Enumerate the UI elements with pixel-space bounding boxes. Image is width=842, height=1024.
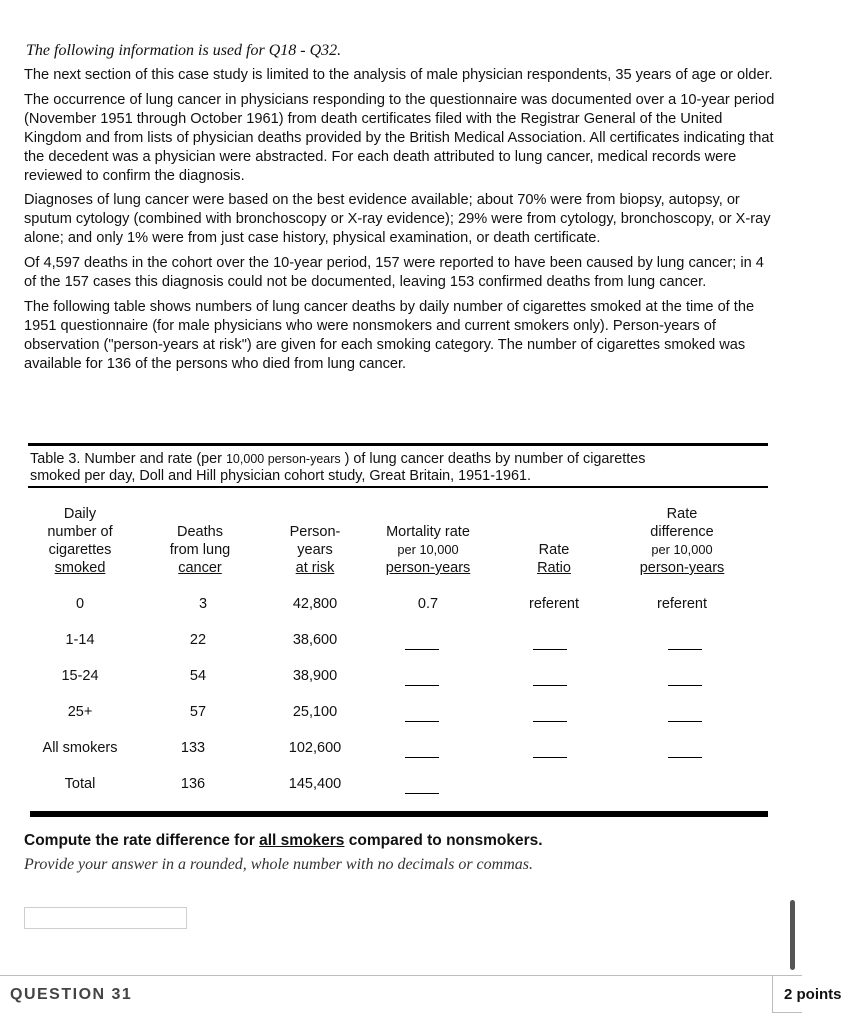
answer-input[interactable] <box>24 907 187 929</box>
blank-rate-ratio <box>533 685 567 686</box>
table-cell-deaths: 22 <box>189 632 207 648</box>
table-cell-rate-difference: referent <box>657 596 707 612</box>
blank-rate-ratio <box>533 649 567 650</box>
paragraph: Diagnoses of lung cancer were based on the best evidence available; about 70% were from biopsy, autopsy, or sputum cytology (combined with bronchoscopy or X-ray evidence); 29% were from cytology, bronchoscopy, or X-ray alone; and only 1% were from just case history, physical examination, or death certificate. <box>24 192 771 247</box>
blank-rate-ratio <box>533 757 567 758</box>
paragraph: Of 4,597 deaths in the cohort over the 10-year period, 157 were reported to have been caused by lung cancer; in 4 of the 157 cases this diagnosis could not be documented, leaving 153 confirmed deaths from lung cancer. <box>24 255 764 291</box>
table-cell-deaths: 3 <box>198 596 208 612</box>
blank-rate-difference <box>668 721 702 722</box>
scrollbar[interactable] <box>790 900 795 970</box>
answer-instruction: Provide your answer in a rounded, whole number with no decimals or commas. <box>24 856 533 873</box>
blank-rate-difference <box>668 685 702 686</box>
question-divider <box>0 975 802 976</box>
table-cell-person-years: 42,800 <box>292 596 338 612</box>
intro-text: The following information is used for Q18 - Q32. <box>26 42 342 59</box>
table-cell-deaths: 57 <box>189 704 207 720</box>
blank-mortality-rate <box>405 721 439 722</box>
case-study-text <box>24 66 780 380</box>
table-caption: Table 3. Number and rate (per 10,000 person-years ) of lung cancer deaths by number of cigarettes smoked per day, Doll and Hill physician cohort study, Great Britain, 1951-1961. <box>30 451 646 484</box>
table-cell-cigarettes: Total <box>64 776 96 792</box>
table-cell-cigarettes: 15-24 <box>61 668 99 684</box>
table-cell-cigarettes: 1-14 <box>65 632 95 648</box>
table-cell-person-years: 25,100 <box>292 704 338 720</box>
question-number: QUESTION 31 <box>10 986 133 1003</box>
points-badge: 2 points <box>772 975 802 1013</box>
table-cell-person-years: 38,600 <box>292 632 338 648</box>
paragraph: The next section of this case study is limited to the analysis of male physician respondents, 35 years of age or older. <box>24 67 773 83</box>
paragraph: The following table shows numbers of lung cancer deaths by daily number of cigarettes smoked at the time of the 1951 questionnaire (for male physicians who were nonsmokers and current smokers only). Person-years of observation ("person-years at risk") are given for each smoking category. The number of cigarettes smoked was available for 136 of the persons who died from lung cancer. <box>24 298 755 372</box>
paragraph: The occurrence of lung cancer in physicians responding to the questionnaire was documented over a 10-year period (November 1951 through October 1961) from death certificates filed with the Registrar General of the United Kingdom and from lists of physician deaths provided by the British Medical Association. All certificates indicating that the decedent was a physician were abstracted. For each death attributed to lung cancer, medical records were reviewed to confirm the diagnosis. <box>24 91 775 184</box>
table-cell-cigarettes: 25+ <box>67 704 93 720</box>
table-cell-person-years: 102,600 <box>288 740 342 756</box>
blank-mortality-rate <box>405 757 439 758</box>
table-cell-person-years: 145,400 <box>288 776 342 792</box>
table-cell-cigarettes: All smokers <box>42 740 118 756</box>
header-rate-difference: Rate difference per 10,000 person-years <box>639 506 725 576</box>
table-cell-person-years: 38,900 <box>292 668 338 684</box>
blank-mortality-rate <box>405 649 439 650</box>
header-mortality-rate: Mortality rate per 10,000 person-years <box>385 524 471 576</box>
question-prompt: Compute the rate difference for all smokers compared to nonsmokers. <box>24 832 543 849</box>
caption-rule <box>28 486 768 488</box>
table-cell-deaths: 54 <box>189 668 207 684</box>
blank-rate-ratio <box>533 721 567 722</box>
table-bottom-rule <box>30 811 768 817</box>
header-cigarettes: Daily number of cigarettes smoked <box>47 506 113 576</box>
blank-mortality-rate <box>405 793 439 794</box>
header-rate-ratio: Rate Ratio <box>537 542 571 576</box>
blank-rate-difference <box>668 649 702 650</box>
blank-mortality-rate <box>405 685 439 686</box>
table-cell-rate-ratio: referent <box>529 596 579 612</box>
table-cell-deaths: 136 <box>180 776 206 792</box>
table-top-rule <box>28 443 768 446</box>
header-deaths: Deaths from lung cancer <box>169 524 231 576</box>
table-cell-deaths: 133 <box>180 740 206 756</box>
table-cell-mortality-rate: 0.7 <box>417 596 439 612</box>
header-person-years: Person- years at risk <box>289 524 341 576</box>
table-cell-cigarettes: 0 <box>75 596 85 612</box>
blank-rate-difference <box>668 757 702 758</box>
